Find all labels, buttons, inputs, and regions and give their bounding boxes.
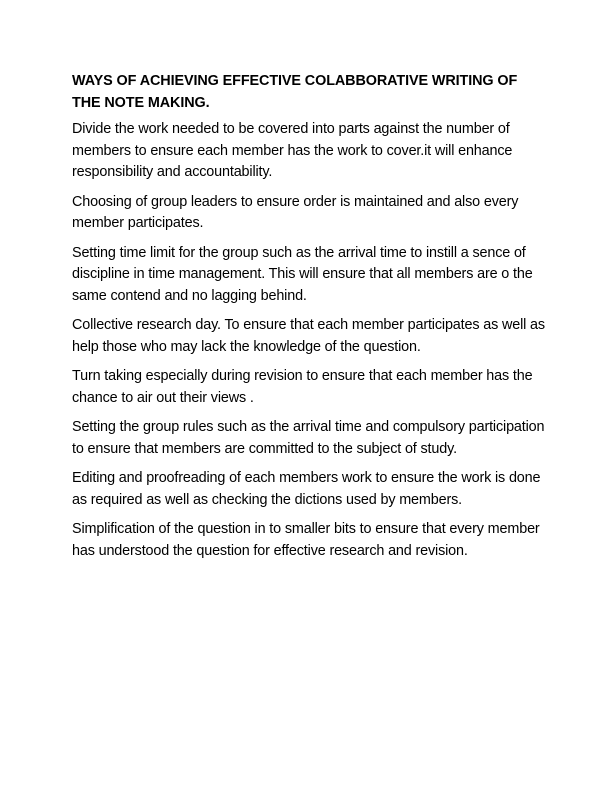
paragraph-editing: Editing and proofreading of each members work to ensure the work is done as required as well as checking the dictions used by members. — [72, 470, 541, 508]
paragraph-time-limit: Setting time limit for the group such as the arrival time to instill a sence of discipline in time management. This will ensure that all members are o the same contend and no lagging behind. — [72, 244, 533, 304]
paragraph-turn-taking: Turn taking especially during revision to ensure that each member has the chance to air out their views . — [72, 368, 533, 406]
document-title: WAYS OF ACHIEVING EFFECTIVE COLABBORATIVE WRITING OF THE NOTE MAKING. — [72, 73, 518, 111]
document-body — [72, 70, 548, 570]
paragraph-divide-work: Divide the work needed to be covered into parts against the number of members to ensure each member has the work to cover.it will enhance responsibility and accountability. — [72, 121, 513, 180]
paragraph-simplification: Simplification of the question in to smaller bits to ensure that every member has understood the question for effective research and revision. — [72, 521, 540, 559]
paragraph-research-day: Collective research day. To ensure that each member participates as well as help those who may lack the knowledge of the question. — [72, 317, 545, 355]
paragraph-group-rules: Setting the group rules such as the arrival time and compulsory participation to ensure that members are committed to the subject of study. — [72, 419, 545, 457]
paragraph-group-leaders: Choosing of group leaders to ensure order is maintained and also every member participates. — [72, 193, 519, 231]
